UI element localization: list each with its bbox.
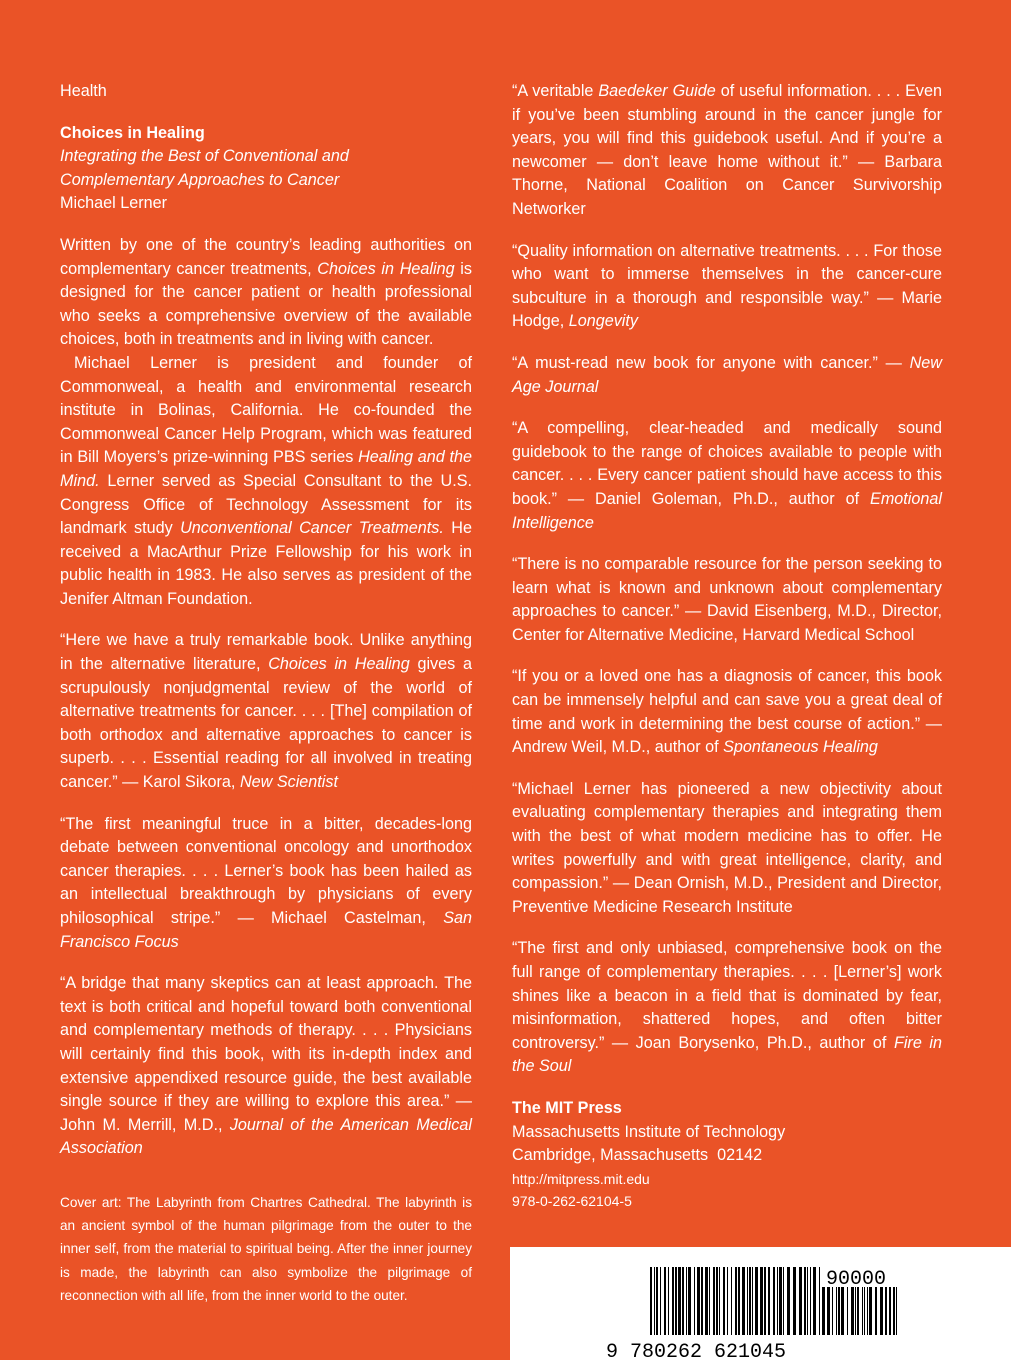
barcode-bar bbox=[885, 1287, 887, 1335]
barcode-bar bbox=[668, 1267, 669, 1335]
barcode-bar bbox=[742, 1267, 745, 1335]
quote-new-age-journal: “A must-read new book for anyone with cancer.” — New Age Journal bbox=[512, 353, 942, 396]
description bbox=[60, 234, 472, 612]
quote-borysenko: “The first and only unbiased, comprehensive book on the full range of complementary therapies. . . . [Lerner’s] work shines like a beacon in a field that is dominated by fear, misinformation, shattered hopes, and often bitter controversy.” — Joan Borysenko, Ph.D., author of Fire in the Soul bbox=[512, 939, 942, 1076]
barcode-bar bbox=[810, 1267, 811, 1335]
barcode-bar bbox=[827, 1287, 830, 1335]
barcode-bar bbox=[832, 1287, 833, 1335]
barcode-bar bbox=[893, 1287, 895, 1335]
barcode-bar bbox=[851, 1287, 854, 1335]
quote-eisenberg: “There is no comparable resource for the person seeking to learn what is known and unknown about complementary approaches to cancer.” — David Eisenberg, M.D., Director, Center for Alternative Medicine, Harvard Medical School bbox=[512, 555, 942, 644]
barcode-bar bbox=[705, 1267, 708, 1335]
barcode-bar bbox=[650, 1267, 652, 1335]
barcode-bar bbox=[862, 1287, 863, 1335]
barcode-bar bbox=[760, 1267, 763, 1335]
barcode-bar bbox=[716, 1267, 718, 1335]
barcode-area bbox=[510, 1247, 1011, 1360]
right-column bbox=[512, 80, 942, 1212]
quote-merrill: “A bridge that many skeptics can at least approach. The text is both critical and hopeful toward both conventional and complementary methods of therapy. . . . Physicians will certainly find this book, with its in-depth index and extensive appendixed resource guide, the best available single source if they are willing to explore this area.” — John M. Merrill, M.D., Journal of the American Medical Association bbox=[60, 974, 472, 1158]
barcode-bar bbox=[686, 1267, 687, 1335]
barcode-bar bbox=[694, 1267, 695, 1335]
quote-thorne: “A veritable Baedeker Guide of useful information. . . . Even if you’ve been stumbling around in the cancer jungle for years, you will find this guidebook useful. And if you’re a newcomer — don’t leave home without it.” — Barbara Thorne, National Coalition on Cancer Survivorship Networker bbox=[512, 82, 942, 218]
barcode-bar bbox=[779, 1267, 782, 1335]
quote-hodge: “Quality information on alternative treatments. . . . For those who want to immerse themselves in the cancer-cure subculture in a thorough and responsible way.” — Marie Hodge, Longevity bbox=[512, 241, 942, 331]
barcode-bar bbox=[822, 1287, 825, 1335]
barcode-bar bbox=[867, 1287, 868, 1335]
barcode-bar bbox=[660, 1267, 661, 1335]
barcode-bar bbox=[678, 1267, 681, 1335]
barcode-main-digits: 9 780262 621045 bbox=[606, 1341, 787, 1360]
barcode-bar bbox=[807, 1267, 808, 1335]
barcode-bar bbox=[656, 1267, 658, 1335]
barcode-bar bbox=[654, 1267, 655, 1335]
barcode-bar bbox=[819, 1267, 820, 1335]
isbn-text: 978-0-262-62104-5 bbox=[512, 1192, 632, 1209]
barcode-bar bbox=[682, 1267, 684, 1335]
publisher-url: http://mitpress.mit.edu bbox=[512, 1170, 650, 1187]
barcode-bar bbox=[804, 1267, 806, 1335]
barcode-bar bbox=[836, 1287, 837, 1335]
book-info bbox=[60, 122, 472, 216]
barcode-bar bbox=[675, 1267, 677, 1335]
barcode-bar bbox=[777, 1267, 778, 1335]
barcode-bar bbox=[755, 1267, 758, 1335]
barcode-bar bbox=[838, 1287, 840, 1335]
left-column bbox=[60, 80, 472, 1307]
category-label: Health bbox=[60, 82, 107, 100]
quote-weil: “If you or a loved one has a diagnosis of cancer, this book can be immensely helpful and can save you a great deal of time and work in determining the best course of action.” — Andrew Weil, M.D., author of Spontaneous Healing bbox=[512, 667, 942, 757]
barcode-bar bbox=[723, 1267, 725, 1335]
barcode-bar bbox=[847, 1287, 848, 1335]
description-paragraph-2: Michael Lerner is president and founder of Commonweal, a health and environmental research institute in Bolinas, California. He co-founded the Commonweal Cancer Help Program, which was featured in Bill Moyers’s prize-winning PBS series Healing and the Mind. Lerner served as Special Consultant to the U.S. Congress Office of Technology Assessment for its landmark study Unconventional Cancer Treatments. He received a MacArthur Prize Fellowship for his work in public health in 1983. He also serves as president of the Jenifer Altman Foundation. bbox=[60, 353, 472, 608]
quote-sikora: “Here we have a truly remarkable book. Unlike anything in the alternative literature, Choices in Healing gives a scrupulously nonjudgmental review of the world of alternative treatments for cancer. . . . [The] compilation of both orthodox and alternative approaches to cancer is superb. . . . Essential reading for all involved in treating cancer.” — Karol Sikora, New Scientist bbox=[60, 631, 472, 792]
barcode-bar bbox=[841, 1287, 844, 1335]
price-barcode-bars bbox=[822, 1287, 897, 1335]
barcode-bar bbox=[896, 1287, 897, 1335]
book-author: Michael Lerner bbox=[60, 194, 168, 213]
publisher-name: The MIT Press bbox=[512, 1098, 622, 1117]
barcode-bar bbox=[752, 1267, 753, 1335]
barcode-bar bbox=[857, 1287, 859, 1335]
isbn-barcode bbox=[510, 1247, 1011, 1360]
barcode-bar bbox=[747, 1267, 748, 1335]
barcode-bar bbox=[709, 1267, 710, 1335]
publisher-institution: Massachusetts Institute of Technology bbox=[512, 1122, 786, 1141]
barcode-bar bbox=[787, 1267, 790, 1335]
barcode-bar bbox=[864, 1287, 865, 1335]
barcode-bar bbox=[713, 1267, 715, 1335]
barcode-price-digits: 90000 bbox=[826, 1268, 887, 1291]
barcode-bar bbox=[889, 1287, 891, 1335]
quote-goleman: “A compelling, clear-headed and medically sound guidebook to the range of choices available to people with cancer. . . . Every cancer patient should have access to this book.” — Daniel Goleman, Ph.D., author of Emotional Intelligence bbox=[512, 419, 942, 532]
barcode-bar bbox=[799, 1267, 802, 1335]
barcode-bar bbox=[783, 1267, 784, 1335]
barcode-bar bbox=[869, 1287, 872, 1335]
barcode-bar bbox=[768, 1267, 770, 1335]
barcode-bar bbox=[688, 1267, 691, 1335]
barcode-bar bbox=[672, 1267, 674, 1335]
description-paragraph-1: Written by one of the country’s leading authorities on complementary cancer treatments, Choices in Healing is designed for the cancer patient or health professional who seeks a comprehensive overview of the available choices, both in treatments and in living with cancer. bbox=[60, 235, 472, 349]
barcode-bar bbox=[701, 1267, 703, 1335]
barcode-bar bbox=[738, 1267, 740, 1335]
barcode-bar bbox=[664, 1267, 666, 1335]
barcode-bar bbox=[749, 1267, 751, 1335]
barcode-bar bbox=[764, 1267, 766, 1335]
publisher-info bbox=[512, 1097, 942, 1212]
barcode-bar bbox=[875, 1287, 877, 1335]
book-subtitle-line1: Integrating the Best of Conventional and bbox=[60, 147, 349, 166]
barcode-bar bbox=[697, 1267, 700, 1335]
barcode-bar bbox=[773, 1267, 775, 1335]
book-subtitle-line2: Complementary Approaches to Cancer bbox=[60, 170, 340, 189]
barcode-bar bbox=[880, 1287, 883, 1335]
barcode-bar bbox=[727, 1267, 728, 1335]
barcode-bar bbox=[731, 1267, 732, 1335]
barcode-bar bbox=[793, 1267, 796, 1335]
barcode-bar bbox=[813, 1267, 816, 1335]
quote-ornish: “Michael Lerner has pioneered a new objectivity about evaluating complementary therapies and integrating them with the best of what modern medicine has to offer. He writes powerfully and with great intelligence, clarity, and compassion.” — Dean Ornish, M.D., President and Director, Preventive Medicine Research Institute bbox=[512, 779, 942, 916]
barcode-bar bbox=[735, 1267, 737, 1335]
cover-art-note: Cover art: The Labyrinth from Chartres Cathedral. The labyrinth is an ancient symbol of the human pilgrimage from the outer to the inner self, from the material to spiritual being. After the inner journey is made, the labyrinth can also symbolize the pilgrimage of reconnection with all life, from the inner world to the outer. bbox=[60, 1194, 472, 1303]
book-title: Choices in Healing bbox=[60, 123, 205, 142]
main-barcode-bars bbox=[650, 1267, 820, 1335]
barcode-bar bbox=[719, 1267, 720, 1335]
quote-castelman: “The first meaningful truce in a bitter, decades-long debate between conventional oncology and unorthodox cancer therapies. . . . Lerner’s book has been hailed as an intellectual breakthrough by physicians of every philosophical stripe.” — Michael Castelman, San Francisco Focus bbox=[60, 814, 472, 951]
barcode-bar bbox=[855, 1287, 856, 1335]
publisher-address: Cambridge, Massachusetts 02142 bbox=[512, 1146, 763, 1165]
